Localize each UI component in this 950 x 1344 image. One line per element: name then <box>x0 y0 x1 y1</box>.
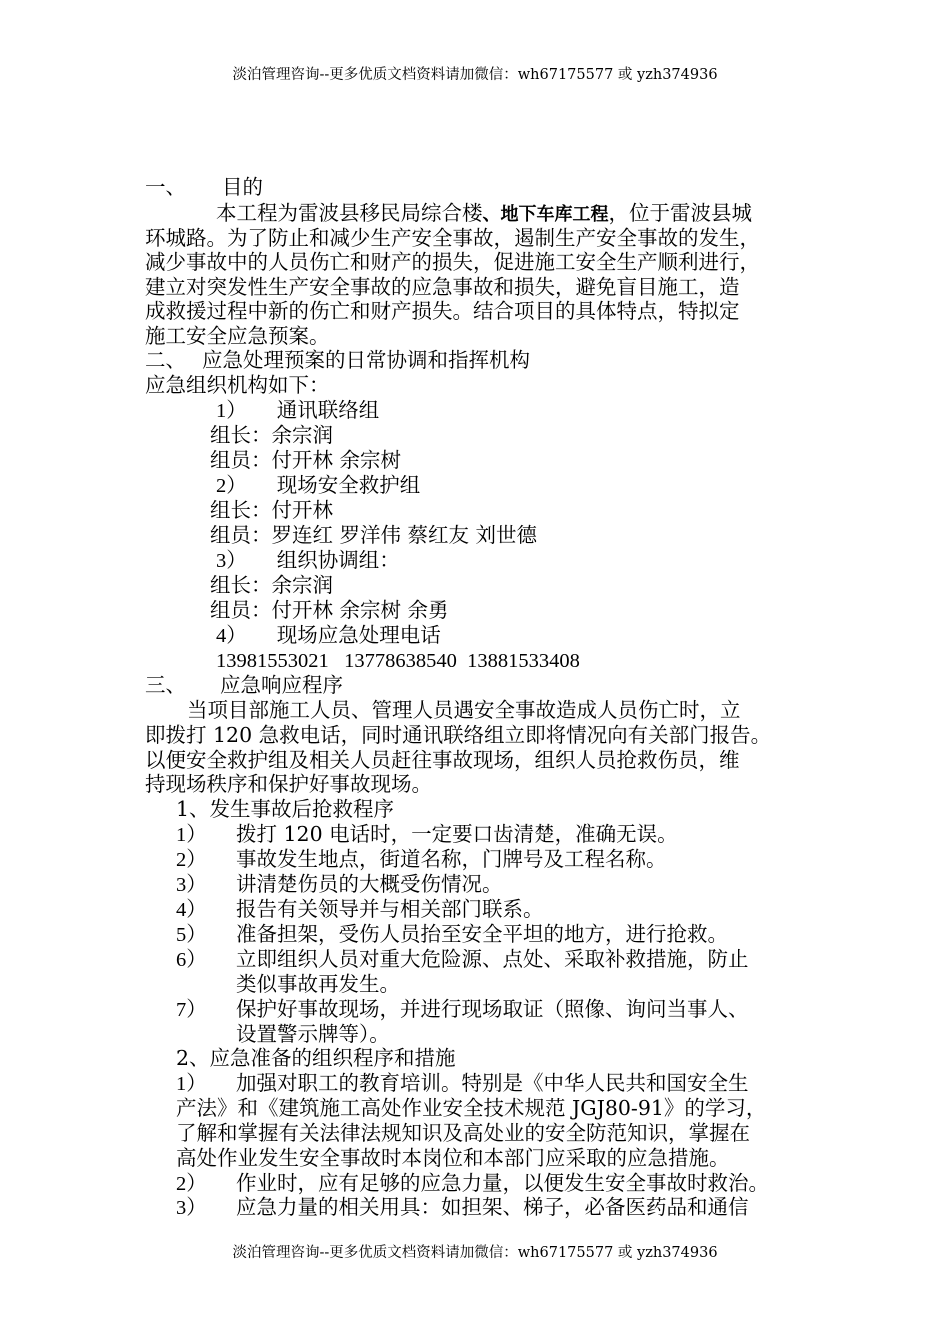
prep-step-text: 高处作业发生安全事故时本岗位和本部门应采取的应急措施。 <box>176 1146 730 1170</box>
rescue-step <box>176 897 207 923</box>
step-number: 5） <box>176 924 207 946</box>
prep-step <box>176 1195 207 1221</box>
org-intro: 应急组织机构如下： <box>145 373 330 397</box>
prep-step-text: 产法》和《建筑施工高处作业安全技术规范 JGJ80-91》的学习， <box>176 1096 767 1120</box>
group-1-leader: 组长：余宗润 <box>210 423 333 447</box>
section-3-para-line: 当项目部施工人员、管理人员遇安全事故造成人员伤亡时，立 <box>187 698 741 722</box>
step-number: 3） <box>176 874 207 896</box>
prep-step-text: 应急力量的相关用具：如担架、梯子，必备医药品和通信 <box>236 1195 749 1219</box>
rescue-step-text: 报告有关领导并与相关部门联系。 <box>236 897 544 921</box>
group-3-title <box>216 548 400 574</box>
section-3-title: 应急响应程序 <box>220 673 343 697</box>
rescue-step-text: 类似事故再发生。 <box>236 972 400 996</box>
rescue-step <box>176 822 207 848</box>
group-3-leader: 组长：余宗润 <box>210 573 333 597</box>
rescue-step <box>176 922 207 948</box>
rescue-step-text: 讲清楚伤员的大概受伤情况。 <box>236 872 503 896</box>
subsection-2-title: 2、应急准备的组织程序和措施 <box>176 1046 456 1070</box>
group-name: 组织协调组： <box>276 548 400 572</box>
phone-title-text: 现场应急处理电话 <box>276 623 441 647</box>
subsection-1-title: 1、发生事故后抢救程序 <box>176 797 395 821</box>
page-header: 淡泊管理咨询--更多优质文档资料请加微信：wh67175577 或 yzh374936 <box>232 67 718 83</box>
section-3-para-line: 即拨打 120 急救电话，同时通讯联络组立即将情况向有关部门报告。 <box>145 723 772 747</box>
step-number: 7） <box>176 999 207 1021</box>
rescue-step <box>176 947 207 973</box>
group-2-members: 组员：罗连红 罗洋伟 蔡红友 刘世德 <box>210 523 538 547</box>
phone-numbers: 13981553021 13778638540 13881533408 <box>216 650 580 672</box>
section-2-number: 二、 <box>145 348 186 372</box>
section-3-para-line: 持现场秩序和保护好事故现场。 <box>145 772 432 796</box>
group-number: 2） <box>216 475 247 497</box>
step-number: 1） <box>176 824 207 846</box>
group-name: 通讯联络组 <box>276 398 380 422</box>
rescue-step-text: 事故发生地点，街道名称，门牌号及工程名称。 <box>236 847 667 871</box>
group-3-members: 组员：付开林 余宗树 余勇 <box>210 598 449 622</box>
group-number: 4） <box>216 625 247 647</box>
intro-text-bold: 、地下车库工程 <box>482 204 609 225</box>
rescue-step-text: 保护好事故现场，并进行现场取证（照像、询问当事人、 <box>236 997 749 1021</box>
group-2-title <box>216 473 420 499</box>
section-1-intro-line <box>216 201 752 227</box>
prep-step-text: 了解和掌握有关法律法规知识及高处业的安全防范知识，掌握在 <box>176 1121 750 1145</box>
section-1-line: 建立对突发性生产安全事故的应急事故和损失，避免盲目施工，造 <box>145 275 740 299</box>
group-number: 3） <box>216 550 247 572</box>
section-3-para-line: 以便安全救护组及相关人员赶往事故现场，组织人员抢救伤员，维 <box>145 748 740 772</box>
phone-title <box>216 623 441 649</box>
section-2-title: 应急处理预案的日常协调和指挥机构 <box>202 348 530 372</box>
rescue-step-text: 拨打 120 电话时，一定要口齿清楚，准确无误。 <box>236 822 678 846</box>
prep-step-text: 作业时，应有足够的应急力量，以便发生安全事故时救治。 <box>236 1171 769 1195</box>
step-number: 4） <box>176 899 207 921</box>
step-number: 2） <box>176 849 207 871</box>
page-footer: 淡泊管理咨询--更多优质文档资料请加微信：wh67175577 或 yzh374936 <box>232 1245 718 1261</box>
group-name: 现场安全救护组 <box>276 473 421 497</box>
section-1-number: 一、 <box>145 175 186 199</box>
group-number: 1） <box>216 400 247 422</box>
rescue-step <box>176 872 207 898</box>
rescue-step <box>176 997 207 1023</box>
section-1-line: 成救援过程中新的伤亡和财产损失。结合项目的具体特点，特拟定 <box>145 299 740 323</box>
rescue-step-text: 立即组织人员对重大危险源、点处、采取补救措施，防止 <box>236 947 749 971</box>
prep-step <box>176 1071 207 1097</box>
section-2-heading <box>145 348 530 373</box>
step-number: 2） <box>176 1173 207 1195</box>
step-number: 3） <box>176 1197 207 1219</box>
intro-text-a: 本工程为雷波县移民局综合楼 <box>216 201 483 225</box>
section-3-heading <box>145 673 343 698</box>
group-2-leader: 组长：付开林 <box>210 498 333 522</box>
section-1-heading <box>145 175 263 200</box>
group-1-members: 组员：付开林 余宗树 <box>210 448 402 472</box>
group-1-title <box>216 398 379 424</box>
step-number: 6） <box>176 949 207 971</box>
section-1-line: 环城路。为了防止和减少生产安全事故，遏制生产安全事故的发生， <box>145 226 760 250</box>
rescue-step <box>176 847 207 873</box>
rescue-step-text: 准备担架，受伤人员抬至安全平坦的地方，进行抢救。 <box>236 922 728 946</box>
section-1-title: 目的 <box>222 175 263 199</box>
section-3-number: 三、 <box>145 673 186 697</box>
rescue-step-text: 设置警示牌等）。 <box>236 1022 390 1046</box>
section-1-line: 减少事故中的人员伤亡和财产的损失，促进施工安全生产顺利进行， <box>145 250 760 274</box>
intro-text-b: ，位于雷波县城 <box>608 201 752 225</box>
prep-step-text: 加强对职工的教育培训。特别是《中华人民共和国安全生 <box>236 1071 749 1095</box>
prep-step <box>176 1171 207 1197</box>
step-number: 1） <box>176 1073 207 1095</box>
section-1-line: 施工安全应急预案。 <box>145 324 330 348</box>
